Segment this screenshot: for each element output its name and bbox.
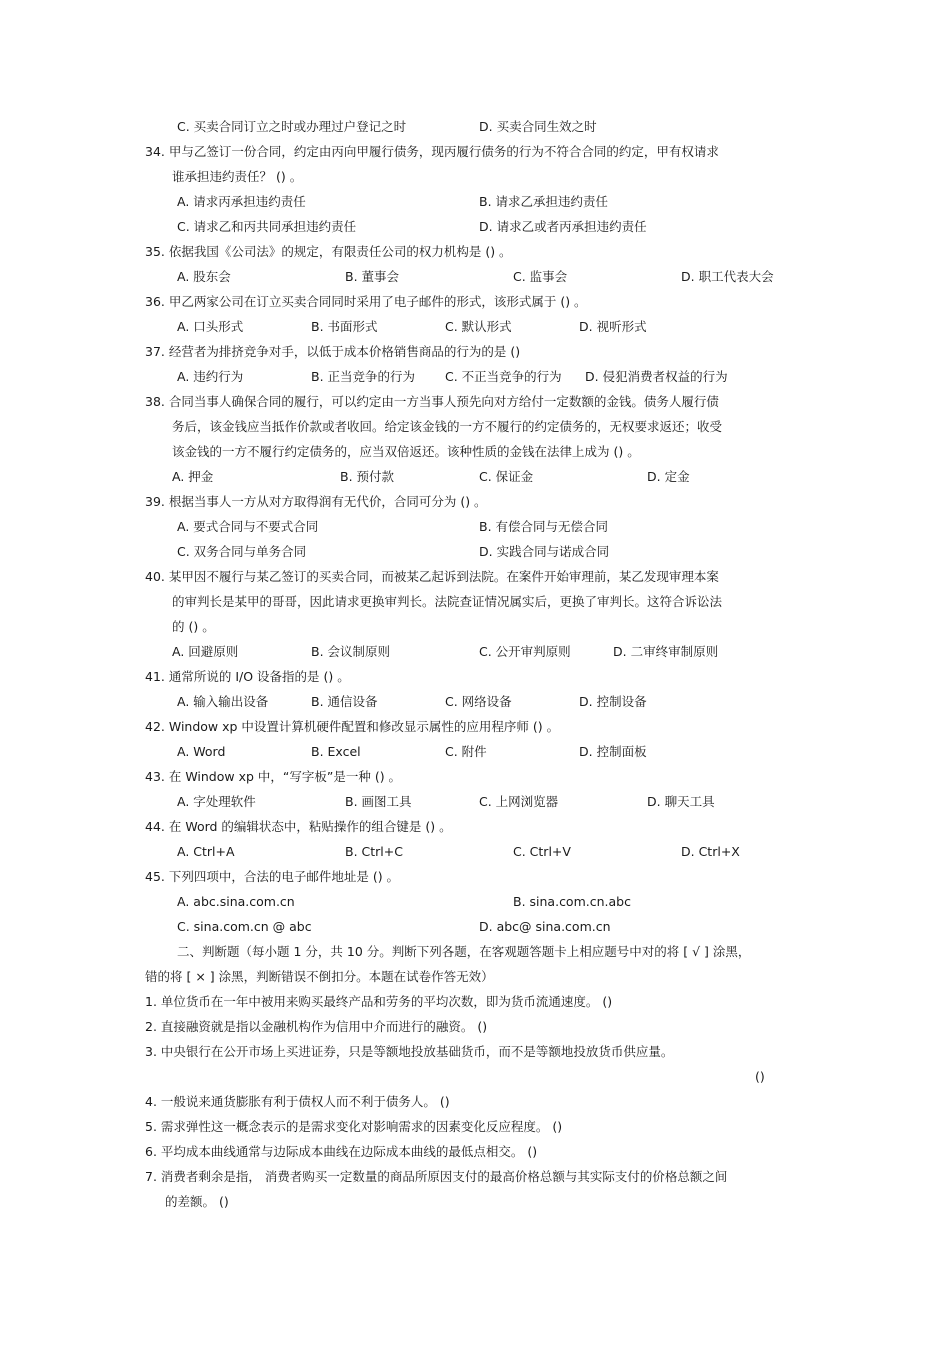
q34-option-c: C. 请求乙和丙共同承担违约责任 — [177, 219, 357, 234]
q38-option-d: D. 定金 — [647, 469, 690, 484]
q43-stem: 43. 在 Window xp 中，“写字板”是一种 () 。 — [145, 769, 402, 784]
q40-option-d: D. 二审终审制原则 — [613, 644, 719, 659]
q43-option-a: A. 字处理软件 — [177, 794, 256, 809]
q42-option-b: B. Excel — [311, 744, 361, 759]
q45-option-d: D. abc@ sina.com.cn — [479, 919, 611, 934]
q37-option-c: C. 不正当竞争的行为 — [445, 369, 562, 384]
q38-option-b: B. 预付款 — [340, 469, 395, 484]
q40-stem-line1: 40. 某甲因不履行与某乙签订的买卖合同，而被某乙起诉到法院。在案件开始审理前，某乙发现审理本案 — [145, 569, 719, 584]
q40-option-b: B. 会议制原则 — [311, 644, 391, 659]
q39-option-d: D. 实践合同与诺成合同 — [479, 544, 610, 559]
q43-option-d: D. 聊天工具 — [647, 794, 715, 809]
q33-option-d: D. 买卖合同生效之时 — [479, 119, 597, 134]
section2-heading-line1: 二、判断题（每小题 1 分，共 10 分。判断下列各题，在客观题答题卡上相应题号中对的将 [ √ ] 涂黑， — [177, 944, 751, 959]
q41-option-c: C. 网络设备 — [445, 694, 512, 709]
q37-option-d: D. 侵犯消费者权益的行为 — [585, 369, 728, 384]
q44-stem: 44. 在 Word 的编辑状态中，粘贴操作的组合键是 () 。 — [145, 819, 452, 834]
tf-item-6: 6. 平均成本曲线通常与边际成本曲线在边际成本曲线的最低点相交。 () — [145, 1144, 538, 1159]
q36-option-a: A. 口头形式 — [177, 319, 244, 334]
tf-item-3-answer-paren: () — [755, 1069, 765, 1084]
q39-option-a: A. 要式合同与不要式合同 — [177, 519, 319, 534]
q43-option-b: B. 画图工具 — [345, 794, 412, 809]
q35-option-a: A. 股东会 — [177, 269, 231, 284]
q34-option-a: A. 请求丙承担违约责任 — [177, 194, 306, 209]
q38-option-c: C. 保证金 — [479, 469, 534, 484]
q45-option-c: C. sina.com.cn @ abc — [177, 919, 312, 934]
q41-option-a: A. 输入输出设备 — [177, 694, 269, 709]
q34-stem-line2: 谁承担违约责任？ () 。 — [172, 169, 303, 184]
tf-item-4: 4. 一般说来通货膨胀有利于债权人而不利于债务人。 () — [145, 1094, 450, 1109]
q35-stem: 35. 依据我国《公司法》的规定，有限责任公司的权力机构是 () 。 — [145, 244, 512, 259]
q37-option-b: B. 正当竞争的行为 — [311, 369, 416, 384]
q41-option-d: D. 控制设备 — [579, 694, 647, 709]
q36-option-d: D. 视听形式 — [579, 319, 647, 334]
q34-option-d: D. 请求乙或者丙承担违约责任 — [479, 219, 647, 234]
q35-option-c: C. 监事会 — [513, 269, 568, 284]
q38-stem-line2: 务后，该金钱应当抵作价款或者收回。给定该金钱的一方不履行的约定债务的，无权要求返还；收受 — [172, 419, 723, 434]
tf-item-2: 2. 直接融资就是指以金融机构作为信用中介而进行的融资。 () — [145, 1019, 488, 1034]
q38-option-a: A. 押金 — [172, 469, 214, 484]
q39-option-b: B. 有偿合同与无偿合同 — [479, 519, 609, 534]
q40-stem-line2: 的审判长是某甲的哥哥，因此请求更换审判长。法院查证情况属实后，更换了审判长。这符合诉讼法 — [172, 594, 723, 609]
tf-item-1: 1. 单位货币在一年中被用来购买最终产品和劳务的平均次数，即为货币流通速度。 () — [145, 994, 613, 1009]
q45-stem: 45. 下列四项中，合法的电子邮件地址是 () 。 — [145, 869, 400, 884]
q43-option-c: C. 上网浏览器 — [479, 794, 559, 809]
q45-option-b: B. sina.com.cn.abc — [513, 894, 631, 909]
q37-option-a: A. 违约行为 — [177, 369, 244, 384]
q42-option-a: A. Word — [177, 744, 226, 759]
q42-option-c: C. 附件 — [445, 744, 487, 759]
tf-item-7-line2: 的差额。 () — [165, 1194, 229, 1209]
tf-item-7-line1: 7. 消费者剩余是指， 消费者购买一定数量的商品所原因支付的最高价格总额与其实际支付的价格总额之间 — [145, 1169, 728, 1184]
q41-option-b: B. 通信设备 — [311, 694, 378, 709]
q36-stem: 36. 甲乙两家公司在订立买卖合同同时采用了电子邮件的形式，该形式属于 () 。 — [145, 294, 587, 309]
q34-stem-line1: 34. 甲与乙签订一份合同，约定由丙向甲履行债务，现丙履行债务的行为不符合合同的约定，甲有权请求 — [145, 144, 719, 159]
q44-option-b: B. Ctrl+C — [345, 844, 403, 859]
tf-item-3: 3. 中央银行在公开市场上买进证券，只是等额地投放基础货币，而不是等额地投放货币供应量。 — [145, 1044, 674, 1059]
q40-option-a: A. 回避原则 — [172, 644, 239, 659]
q40-stem-line3: 的 () 。 — [172, 619, 215, 634]
q35-option-d: D. 职工代表大会 — [681, 269, 774, 284]
q41-stem: 41. 通常所说的 I/O 设备指的是 () 。 — [145, 669, 350, 684]
q38-stem-line1: 38. 合同当事人确保合同的履行，可以约定由一方当事人预先向对方给付一定数额的金钱。债务人履行债 — [145, 394, 719, 409]
q44-option-c: C. Ctrl+V — [513, 844, 571, 859]
q39-option-c: C. 双务合同与单务合同 — [177, 544, 307, 559]
q42-stem: 42. Window xp 中设置计算机硬件配置和修改显示属性的应用程序师 () 。 — [145, 719, 560, 734]
q40-option-c: C. 公开审判原则 — [479, 644, 571, 659]
q44-option-a: A. Ctrl+A — [177, 844, 235, 859]
section2-heading-line2: 错的将 [ × ] 涂黑，判断错误不倒扣分。本题在试卷作答无效） — [145, 969, 494, 984]
q36-option-c: C. 默认形式 — [445, 319, 512, 334]
q36-option-b: B. 书面形式 — [311, 319, 378, 334]
q38-stem-line3: 该金钱的一方不履行约定债务的，应当双倍返还。该种性质的金钱在法律上成为 () 。 — [172, 444, 640, 459]
tf-item-5: 5. 需求弹性这一概念表示的是需求变化对影响需求的因素变化反应程度。 () — [145, 1119, 563, 1134]
q33-option-c: C. 买卖合同订立之时或办理过户登记之时 — [177, 119, 407, 134]
q35-option-b: B. 董事会 — [345, 269, 400, 284]
q39-stem: 39. 根据当事人一方从对方取得润有无代价，合同可分为 () 。 — [145, 494, 487, 509]
q45-option-a: A. abc.sina.com.cn — [177, 894, 295, 909]
q34-option-b: B. 请求乙承担违约责任 — [479, 194, 609, 209]
q37-stem: 37. 经营者为排挤竞争对手，以低于成本价格销售商品的行为的是 () — [145, 344, 521, 359]
q44-option-d: D. Ctrl+X — [681, 844, 740, 859]
q42-option-d: D. 控制面板 — [579, 744, 647, 759]
